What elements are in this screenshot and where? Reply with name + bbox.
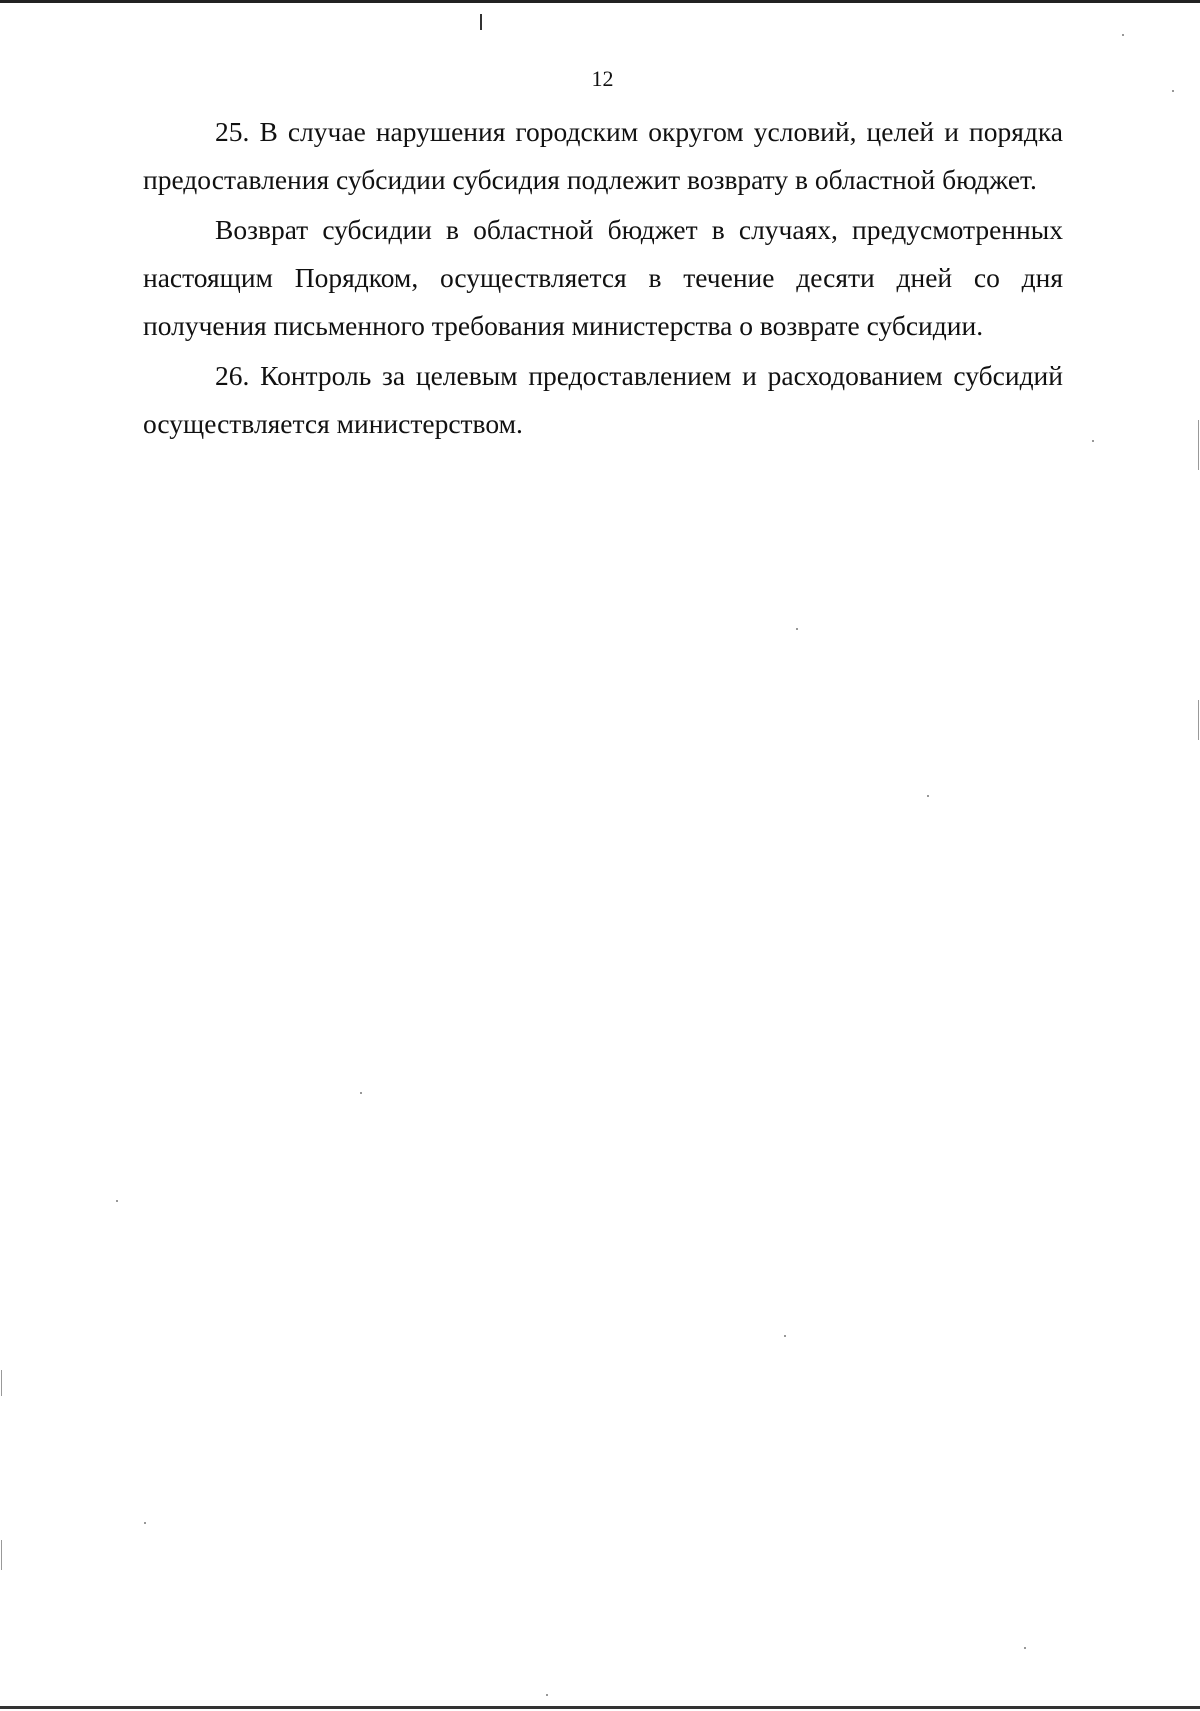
left-edge-mark: [1, 1540, 2, 1570]
paragraph-refund: Возврат субсидии в областной бюджет в случаях, предусмотренных настоящим Порядком, осуществляется в течение десяти дней со дня получения письменного требования министерства о возврате субсидии.: [143, 214, 1063, 341]
scan-speck: [360, 1092, 362, 1094]
top-scan-mark: [480, 14, 482, 30]
bottom-scan-edge: [0, 1706, 1200, 1709]
scan-speck: [144, 1522, 146, 1524]
paragraph-25: 25. В случае нарушения городским округом условий, целей и порядка предоставления субсидии субсидия подлежит возврату в областной бюджет.: [143, 116, 1063, 195]
scan-speck: [546, 1694, 548, 1696]
scan-speck: [927, 795, 929, 797]
scan-speck: [796, 628, 798, 630]
document-body: [143, 108, 1063, 448]
top-scan-edge: [0, 0, 1200, 3]
scan-speck: [1092, 440, 1094, 442]
scan-speck: [784, 1335, 786, 1337]
scan-speck: [1172, 90, 1174, 92]
left-edge-mark: [1, 1370, 2, 1396]
paragraph-26: 26. Контроль за целевым предоставлением и расходованием субсидий осуществляется министерством.: [143, 360, 1063, 439]
right-edge-mark: [1198, 420, 1199, 470]
scan-speck: [1024, 1647, 1026, 1649]
right-edge-mark: [1198, 700, 1199, 740]
scan-speck: [1122, 34, 1124, 36]
scan-speck: [116, 1200, 118, 1202]
page-number: 12: [591, 66, 614, 91]
